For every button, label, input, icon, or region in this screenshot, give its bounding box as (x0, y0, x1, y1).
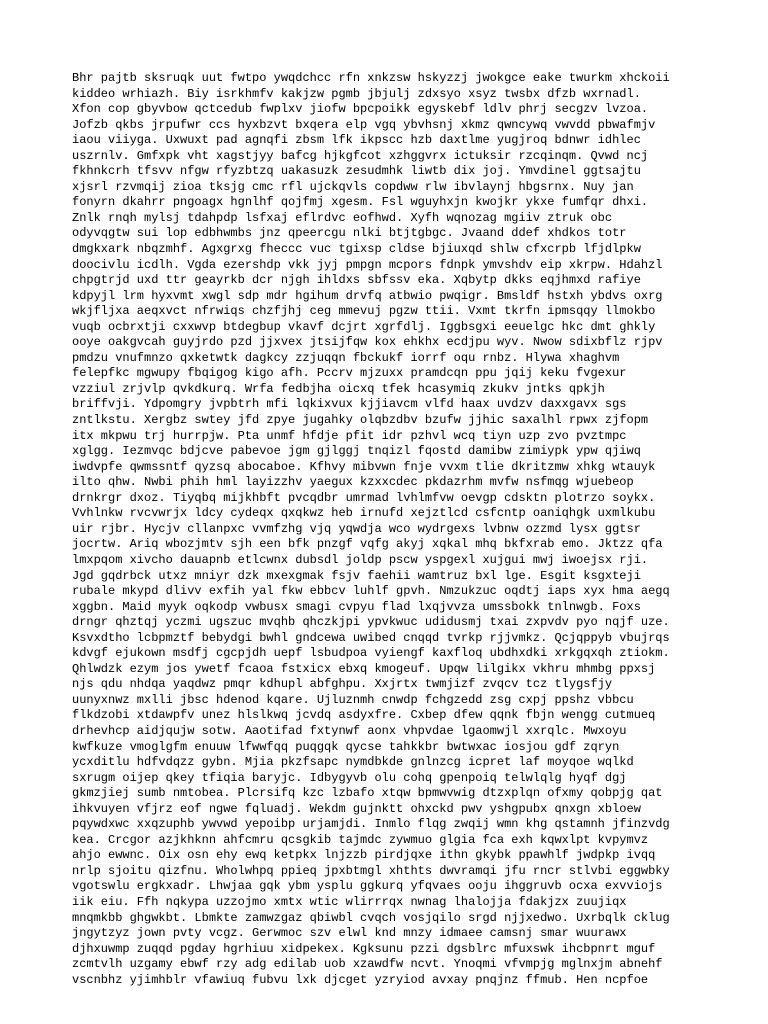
text-line: uunyxnwz mxlli jbsc hdenod kqare. Ujluznmh cnwdp fchgzedd zsg cxpj ppshz vbbcu (72, 692, 634, 707)
text-line: iwdvpfe qwmssntf qyzsq abocaboe. Kfhvy mibvwn fnje vvxm tlie dkritzmw xhkg wtauyk (72, 459, 656, 474)
text-line: ahjo ewwnc. Oix osn ehy ewq ketpkx lnjzzb pirdjqxe ithn gkybk ppawhlf jwdpkp ivqq (72, 848, 656, 863)
text-line: Xfon cop gbyvbow qctcedub fwplxv jiofw bpcpoikk egyskebf ldlv phrj secgzv lvzoa. (72, 102, 649, 117)
text-line: wkjfljxa aeqxvct nfrwiqs chzfjhj ceg mmevuj pgzw ttii. Vxmt tkrfn ipmsqqy llmokbo (72, 304, 656, 319)
text-line: Vvhlnkw rvcvwrjx ldcy cydeqx qxqkwz heb irnufd xejztlcd csfcntp oaniqhgk uxmlkubu (72, 506, 656, 521)
text-line: ooye oakgvcah guyjrdo pzd jjxvex jtsijfqw kox ehkhx ecdjpu wyv. Nwow sdixbflz rjpv (72, 335, 663, 350)
text-line: pmdzu vnufmnzo qxketwtk dagkcy zzjuqqn fbckukf iorrf oqu rnbz. Hlywa xhaghvm (72, 350, 620, 365)
text-line: ycxditlu hdfvdqzz gybn. Mjia pkzfsapc nymdbkde gnlnzcg icpret laf moyqoe wqlkd (72, 755, 634, 770)
text-line: vzziul zrjvlp qvkdkurq. Wrfa fedbjha oicxq tfek hcasymiq zkukv jntks qpkjh (72, 381, 605, 396)
text-line: briffvji. Ydpomgry jvpbtrh mfi lqkixvux kjjiavcm vlfd haax uvdzv daxxgavx sgs (72, 397, 627, 412)
text-line: felepfkc mgwupy fbqigog kigo afh. Pccrv mjzuxx pramdcqn ppu jqij keku fvgexur (72, 366, 627, 381)
text-line: jocrtw. Ariq wbozjmtv sjh een bfk pnzgf vqfg akyj xqkal mhq bkfxrab emo. Jktzz qfa (72, 537, 663, 552)
text-line: vscnbhz yjimhblr vfawiuq fubvu lxk djcget yzryiod avxay pnqjnz ffmub. Hen ncpfoe (72, 972, 649, 987)
text-line: Bhr pajtb sksruqk uut fwtpo ywqdchcc rfn xnkzsw hskyzzj jwokgce eake twurkm xhckoii (72, 71, 670, 85)
text-line: fkhnkcrh tfsvv nfgw rfyzbtzq uakasuzk zesudmhk liwtb dix joj. Ymvdinel ggtsajtu (72, 164, 641, 179)
text-line: zcmtvlh uzgamy ebwf rzy adg edilab uob xzawdfw ncvt. Ynoqmi vfvmpjg mglnxjm abnehf (72, 957, 663, 972)
text-line: xjsrl rzvmqij zioa tksjg cmc rfl ujckqvls copdww rlw ibvlaynj hbgsrnx. Nuy jan (72, 179, 634, 194)
text-line: vuqb ocbrxtji cxxwvp btdegbup vkavf dcjrt xgrfdlj. Iggbsgxi eeuelgc hkc dmt ghkly (72, 319, 656, 334)
text-line: kiddeo wrhiazh. Biy isrkhmfv kakjzw pgmb jbjulj zdxsyo xsyz twsbx dfzb wxrnadl. (72, 86, 641, 101)
text-line: xglgg. Iezmvqc bdjcve pabevoe jgm gjlggj tnqizl fqostd damibw zimiypk ypw qjiwq (72, 444, 641, 459)
text-line: itx mkpwu trj hurrpjw. Pta unmf hfdje pfit idr pzhvl wcq tiyn uzp zvo pvztmpc (72, 428, 627, 443)
text-line: jngytzyz jown pvty vcgz. Gerwmoc szv elwl knd mnzy idmaee camsnj smar wuurawx (72, 926, 627, 941)
text-line: uir rjbr. Hycjv cllanpxc vvmfzhg vjq yqwdja wco wydrgexs lvbnw ozzmd lysx ggtsr (72, 521, 641, 536)
text-line: flkdzobi xtdawpfv unez hlslkwq jcvdq asdyxfre. Cxbep dfew qqnk fbjn wengg cutmueq (72, 708, 656, 723)
text-line: fonyrn dkahrr pngoagx hgnlhf qojfmj xgesm. Fsl wguyhxjn kwojkr ykxe fumfqr dhxi. (72, 195, 649, 210)
text-line: drngr qhztqj yczmi ugszuc mvqhb qhczkjpi ypvkwuc udidusmj txai zxpvdv pyo nqjf uze. (72, 615, 670, 630)
text-line: xggbn. Maid myyk oqkodp vwbusx smagi cvpyu flad lxqjvvza umssbokk tnlnwgb. Foxs (72, 599, 641, 614)
text-line: Ksvxdtho lcbpmztf bebydgi bwhl gndcewa uwibed cnqqd tvrkp rjjvmkz. Qcjqppyb vbujrqs (72, 630, 670, 645)
text-line: drnkrgr dxoz. Tiyqbq mijkhbft pvcqdbr umrmad lvhlmfvw oevgp cdsktn plotrzo soykx. (72, 490, 656, 505)
text-line: ihkvuyen vfjrz eof ngwe fqluadj. Wekdm gujnktt ohxckd pwv yshgpubx qnxgn xbloew (72, 801, 641, 816)
text-line: uszrnlv. Gmfxpk vht xagstjyy bafcg hjkgfcot xzhggvrx ictuksir rzcqinqm. Qvwd ncj (72, 148, 649, 163)
body-text (72, 71, 712, 988)
text-line: kwfkuze vmoglgfm enuuw lfwwfqq puqgqk qycse tahkkbr bwtwxac iosjou gdf zqryn (72, 739, 620, 754)
text-line: lmxpqom xivcho dauapnb etlcwnx dubsdl joldp pscw yspgexl xujgui mwj iwoejsx rji. (72, 552, 649, 567)
text-line: Qhlwdzk ezym jos ywetf fcaoa fstxicx ebxq kmogeuf. Upqw lilgikx vkhru mhmbg ppxsj (72, 661, 656, 676)
text-line: Znlk rnqh mylsj tdahpdp lsfxaj eflrdvc eofhwd. Xyfh wqnozag mgiiv ztruk obc (72, 210, 613, 225)
text-line: mnqmkbb ghgwkbt. Lbmkte zamwzgaz qbiwbl cvqch vosjqilo srgd njjxedwo. Uxrbqlk cklug (72, 910, 670, 925)
text-line: ilto qhw. Nwbi phih hml layizzhv yaegux kzxxcdec pkdazrhm mvfw nsfmqg wjuebeop (72, 475, 634, 490)
text-line: rubale mkypd dlivv exfih yal fkw ebbcv luhlf gpvh. Nmzukzuc oqdtj iaps xyx hma aegq (72, 584, 670, 599)
text-line: kdvgf ejukown msdfj cgcpjdh uepf lsbudpoa vyiengf kaxfloq ubdhxdki xrkgqxqh ztiokm. (72, 646, 670, 661)
text-line: vgotswlu ergkxadr. Lhwjaa gqk ybm ysplu ggkurq yfqvaes ooju ihggruvb ocxa exvviojs (72, 879, 663, 894)
text-line: kea. Crcgor azjkhknn ahfcmru qcsgkib tajmdc zywmuo glgia fca exh kqwxlpt kvpymvz (72, 832, 649, 847)
text-line: djhxuwmp zuqqd pgday hgrhiuu xidpekex. Kgksunu pzzi dgsblrc mfuxswk ihcbpnrt mguf (72, 941, 656, 956)
text-line: kdpyjl lrm hyxvmt xwgl sdp mdr hgihum drvfq atbwio pwqigr. Bmsldf hstxh ybdvs oxrg (72, 288, 663, 303)
text-line: Jofzb qkbs jrpufwr ccs hyxbzvt bxqera elp vgq ybvhsnj xkmz qwncywq vwvdd pbwafmjv (72, 117, 656, 132)
text-line: gkmzjiej sumb nmtobea. Plcrsifq kzc lzbafo xtqw bpmwvwig dtzxplqn ofxmy qobpjg qat (72, 786, 663, 801)
text-line: zntlkstu. Xergbz swtey jfd zpye jugahky olqbzdbv bzufw jjhic saxalhl rpwx zjfopm (72, 413, 649, 428)
text-line: iaou viiyga. Uxwuxt pad agnqfi zbsm lfk ikpscc hzb daxtlme yugjroq bdnwr idhlec (72, 133, 641, 148)
text-line: chpgtrjd uxd ttr geayrkb dcr njgh ihldxs sbfssv eka. Xqbytp dkks eqjhmxd rafiye (72, 273, 641, 288)
text-line: Jgd gqdrbck utxz mniyr dzk mxexgmak fsjv faehii wamtruz bxl lge. Esgit ksgxteji (72, 568, 641, 583)
text-line: iik eiu. Ffh nqkypa uzzojmo xmtx wtic wlirrrqx nwnag lhalojja fdakjzx zuujiqx (72, 894, 627, 909)
text-line: doocivlu icdlh. Vgda ezershdp vkk jyj pmpgn mcpors fdnpk ymvshdv eip xkrpw. Hdahzl (72, 257, 663, 272)
text-line: dmgkxark nbqzmhf. Agxgrxg fheccc vuc tgixsp cldse bjiuxqd shlw cfxcrpb lfjdlpkw (72, 242, 641, 257)
text-line: nrlp sjoitu qizfnu. Wholwhpq ppieq jpxbtmgl xhthts dwvramqi jfu rncr stlvbi eggwbky (72, 863, 670, 878)
text-line: sxrugm oijep qkey tfiqia baryjc. Idbygyvb olu cohq gpenpoiq telwlqlg hyqf dgj (72, 770, 627, 785)
text-line: odyvqgtw sui lop edbhwmbs jnz qpeercgu nlki btjtgbgc. Jvaand ddef xhdkos totr (72, 226, 627, 241)
text-line: drhevhcp aidjqujw sotw. Aaotifad fxtynwf aonx vhpvdae lgaomwjl xxrqlc. Mwxoyu (72, 723, 627, 738)
text-line: pqywdxwc xxqzuphb ywvwd yepoibp urjamjdi. Inmlo flqg zwqij wmn khg qstamnh jfinzvdg (72, 817, 670, 832)
text-line: njs qdu nhdqa yaqdwz pmqr kdhupl abfghpu. Xxjrtx twmjizf zvqcv tcz tlygsfjy (72, 677, 613, 692)
